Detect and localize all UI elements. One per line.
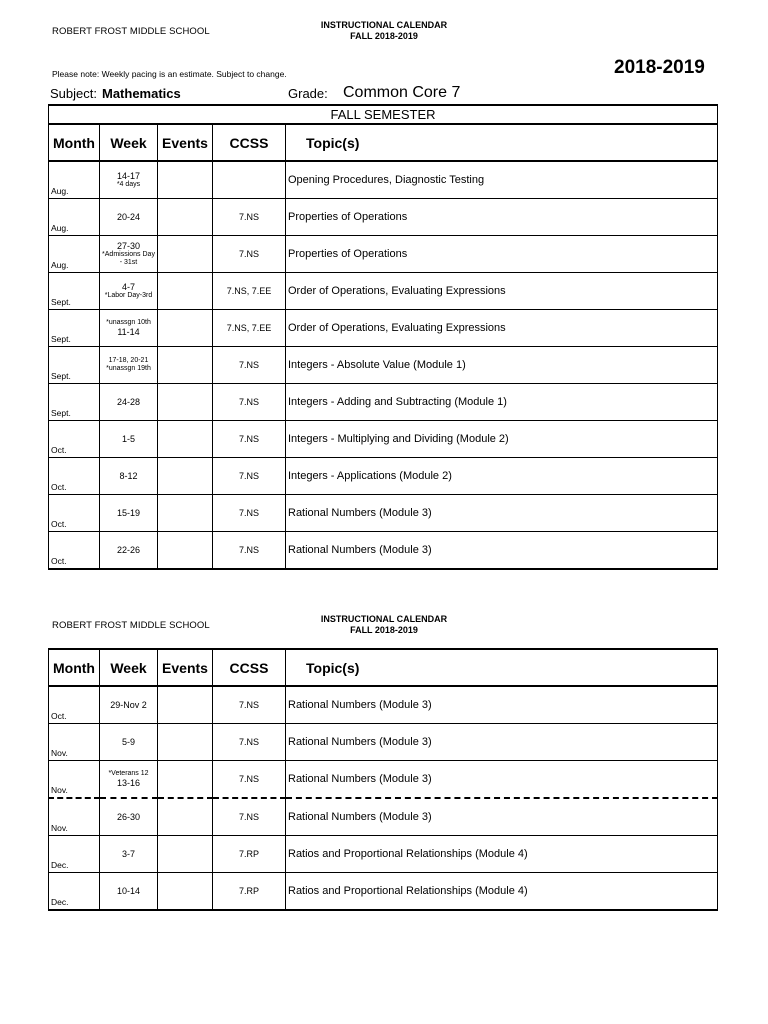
topic-cell: Order of Operations, Evaluating Expressions: [286, 310, 718, 347]
week-note: *Labor Day-3rd: [104, 292, 153, 299]
month-cell: Aug.: [49, 199, 100, 236]
header-row-2: [49, 649, 718, 686]
week-cell: [100, 310, 158, 347]
table-row: [49, 273, 718, 310]
month-cell: Sept.: [49, 310, 100, 347]
topic-cell: Rational Numbers (Module 3): [286, 686, 718, 724]
week-cell: [100, 347, 158, 384]
week-cell: [100, 532, 158, 570]
grade-value: Common Core 7: [343, 84, 461, 101]
col-ccss-header: CCSS: [213, 649, 286, 686]
col-topic-header: Topic(s): [286, 649, 718, 686]
month-cell: Aug.: [49, 236, 100, 273]
col-events-header: Events: [158, 649, 213, 686]
month-cell: Nov.: [49, 724, 100, 761]
events-cell: [158, 873, 213, 911]
calendar-table-1: [48, 104, 718, 570]
week-cell: [100, 761, 158, 799]
ccss-cell: 7.NS: [213, 761, 286, 799]
col-ccss-header: CCSS: [213, 124, 286, 161]
topic-cell: Ratios and Proportional Relationships (Module 4): [286, 836, 718, 873]
events-cell: [158, 532, 213, 570]
week-note: *Veterans 12: [108, 770, 149, 777]
semester-row: [49, 105, 718, 124]
week-range: 5-9: [121, 737, 135, 747]
events-cell: [158, 761, 213, 799]
calendar-table-2: [48, 648, 718, 911]
events-cell: [158, 421, 213, 458]
week-cell: [100, 873, 158, 911]
col-events-header: Events: [158, 124, 213, 161]
week-range: 24-28: [116, 397, 141, 407]
ccss-cell: [213, 161, 286, 199]
events-cell: [158, 836, 213, 873]
week-cell: [100, 724, 158, 761]
week-cell: [100, 161, 158, 199]
week-range: 17-18, 20-21: [108, 357, 149, 364]
topic-cell: Integers - Absolute Value (Module 1): [286, 347, 718, 384]
ccss-cell: 7.NS: [213, 532, 286, 570]
month-cell: Oct.: [49, 458, 100, 495]
week-cell: [100, 384, 158, 421]
topic-cell: Integers - Applications (Module 2): [286, 458, 718, 495]
events-cell: [158, 724, 213, 761]
col-month-header: Month: [49, 649, 100, 686]
week-cell: [100, 458, 158, 495]
subject-label: Subject:: [50, 86, 97, 101]
week-range: 10-14: [116, 886, 141, 896]
table-row: [49, 236, 718, 273]
table-row: [49, 873, 718, 911]
events-cell: [158, 310, 213, 347]
topic-cell: Ratios and Proportional Relationships (Module 4): [286, 873, 718, 911]
table-row: [49, 347, 718, 384]
ccss-cell: 7.NS: [213, 236, 286, 273]
table-row: [49, 310, 718, 347]
col-topic-header: Topic(s): [286, 124, 718, 161]
week-range: 3-7: [121, 849, 135, 859]
table-row: [49, 798, 718, 836]
semester-label: FALL SEMESTER: [49, 105, 718, 124]
week-range: 1-5: [121, 434, 135, 444]
topic-cell: Order of Operations, Evaluating Expressions: [286, 273, 718, 310]
week-cell: [100, 199, 158, 236]
col-week-header: Week: [100, 124, 158, 161]
ccss-cell: 7.NS: [213, 724, 286, 761]
month-cell: Nov.: [49, 761, 100, 799]
col-month-header: Month: [49, 124, 100, 161]
month-cell: Oct.: [49, 532, 100, 570]
week-range: 22-26: [116, 545, 141, 555]
week-cell: [100, 798, 158, 836]
pacing-note: Please note: Weekly pacing is an estimate. Subject to change.: [52, 69, 287, 79]
month-cell: Oct.: [49, 421, 100, 458]
ccss-cell: 7.NS: [213, 458, 286, 495]
events-cell: [158, 686, 213, 724]
week-note: *unassgn 19th: [106, 365, 151, 372]
week-cell: [100, 495, 158, 532]
events-cell: [158, 495, 213, 532]
ccss-cell: 7.NS, 7.EE: [213, 273, 286, 310]
month-cell: Aug.: [49, 161, 100, 199]
topic-cell: Rational Numbers (Module 3): [286, 798, 718, 836]
week-range: 20-24: [116, 212, 141, 222]
table-row: [49, 836, 718, 873]
ccss-cell: 7.NS: [213, 686, 286, 724]
topic-cell: Integers - Adding and Subtracting (Module 1): [286, 384, 718, 421]
week-cell: [100, 836, 158, 873]
events-cell: [158, 199, 213, 236]
table-row: [49, 199, 718, 236]
grade-label: Grade:: [288, 86, 328, 101]
week-range: 13-16: [116, 778, 141, 788]
calendar-title-2: [284, 614, 484, 636]
topic-cell: Properties of Operations: [286, 199, 718, 236]
week-range: 26-30: [116, 812, 141, 822]
month-cell: Nov.: [49, 798, 100, 836]
topic-cell: Integers - Multiplying and Dividing (Module 2): [286, 421, 718, 458]
school-name-2: ROBERT FROST MIDDLE SCHOOL: [52, 620, 210, 631]
month-cell: Oct.: [49, 686, 100, 724]
ccss-cell: 7.NS: [213, 421, 286, 458]
month-cell: Dec.: [49, 836, 100, 873]
subject-value: Mathematics: [102, 86, 181, 101]
header-row: [49, 124, 718, 161]
week-note: *Admissions Day - 31st: [102, 251, 155, 266]
table-row: [49, 384, 718, 421]
ccss-cell: 7.NS: [213, 384, 286, 421]
week-range: 27-30: [116, 241, 141, 251]
month-cell: Dec.: [49, 873, 100, 911]
ccss-cell: 7.RP: [213, 836, 286, 873]
topic-cell: Opening Procedures, Diagnostic Testing: [286, 161, 718, 199]
week-cell: [100, 273, 158, 310]
ccss-cell: 7.RP: [213, 873, 286, 911]
calendar-title: [284, 20, 484, 42]
table-row: [49, 495, 718, 532]
topic-cell: Properties of Operations: [286, 236, 718, 273]
table-row: [49, 686, 718, 724]
topic-cell: Rational Numbers (Module 3): [286, 724, 718, 761]
calendar-title-2-line-2: FALL 2018-2019: [350, 625, 418, 635]
col-week-header: Week: [100, 649, 158, 686]
table-row: [49, 458, 718, 495]
topic-cell: Rational Numbers (Module 3): [286, 495, 718, 532]
table-row: [49, 161, 718, 199]
week-range: 11-14: [117, 327, 140, 337]
calendar-title-line-2: FALL 2018-2019: [350, 31, 418, 41]
week-cell: [100, 421, 158, 458]
ccss-cell: 7.NS: [213, 347, 286, 384]
events-cell: [158, 161, 213, 199]
events-cell: [158, 798, 213, 836]
week-cell: [100, 236, 158, 273]
topic-cell: Rational Numbers (Module 3): [286, 761, 718, 799]
calendar-title-line-1: INSTRUCTIONAL CALENDAR: [320, 20, 448, 30]
table-row: [49, 724, 718, 761]
week-note: *unassgn 10th: [106, 319, 151, 326]
events-cell: [158, 458, 213, 495]
month-cell: Oct.: [49, 495, 100, 532]
table-row: [49, 761, 718, 799]
events-cell: [158, 384, 213, 421]
month-cell: Sept.: [49, 384, 100, 421]
week-range: 15-19: [116, 508, 141, 518]
ccss-cell: 7.NS, 7.EE: [213, 310, 286, 347]
events-cell: [158, 347, 213, 384]
week-note: *4 days: [116, 181, 141, 188]
events-cell: [158, 273, 213, 310]
ccss-cell: 7.NS: [213, 798, 286, 836]
week-range: 14-17: [116, 171, 141, 181]
week-range: 4-7: [121, 282, 135, 292]
week-range: 29-Nov 2: [110, 700, 147, 710]
topic-cell: Rational Numbers (Module 3): [286, 532, 718, 570]
week-range: 8-12: [119, 471, 138, 481]
calendar-title-2-line-1: INSTRUCTIONAL CALENDAR: [320, 614, 448, 624]
school-name: ROBERT FROST MIDDLE SCHOOL: [52, 26, 210, 37]
ccss-cell: 7.NS: [213, 495, 286, 532]
month-cell: Sept.: [49, 347, 100, 384]
week-cell: [100, 686, 158, 724]
school-year: 2018-2019: [614, 57, 705, 78]
table-row: [49, 421, 718, 458]
table-row: [49, 532, 718, 570]
events-cell: [158, 236, 213, 273]
ccss-cell: 7.NS: [213, 199, 286, 236]
month-cell: Sept.: [49, 273, 100, 310]
